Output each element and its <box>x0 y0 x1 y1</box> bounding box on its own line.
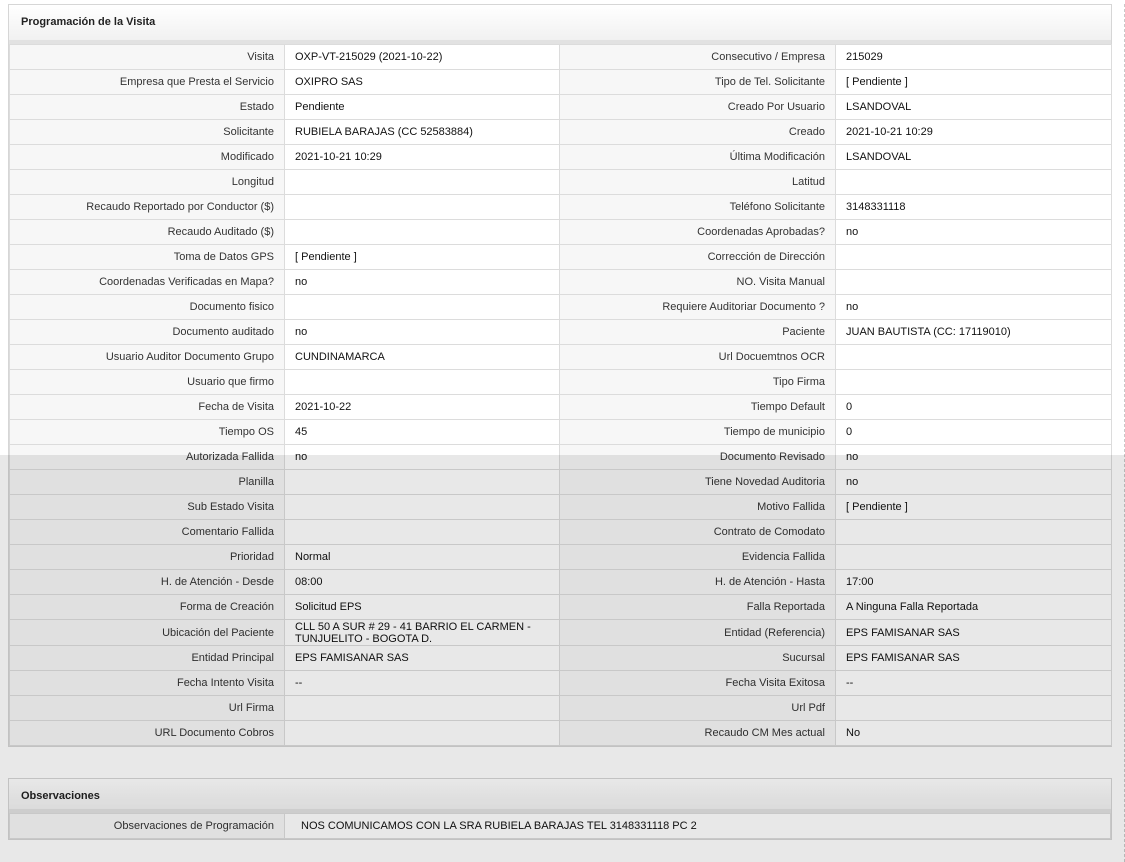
field-value <box>836 696 1112 721</box>
field-label: URL Documento Cobros <box>10 721 285 746</box>
field-label: Consecutivo / Empresa <box>560 45 836 70</box>
field-value <box>285 495 560 520</box>
detail-row <box>10 195 1112 220</box>
field-value: no <box>836 470 1112 495</box>
detail-row <box>10 395 1112 420</box>
field-label: Url Docuemtnos OCR <box>560 345 836 370</box>
field-label: Documento auditado <box>10 320 285 345</box>
detail-row <box>10 545 1112 570</box>
field-value: 0 <box>836 420 1112 445</box>
field-label: Ubicación del Paciente <box>10 620 285 646</box>
field-label: Entidad Principal <box>10 646 285 671</box>
field-value <box>285 696 560 721</box>
observations-row <box>10 814 1111 839</box>
detail-row <box>10 646 1112 671</box>
field-label: Motivo Fallida <box>560 495 836 520</box>
field-label: H. de Atención - Hasta <box>560 570 836 595</box>
field-value: no <box>285 320 560 345</box>
field-value <box>285 520 560 545</box>
detail-row <box>10 696 1112 721</box>
field-value: [ Pendiente ] <box>836 495 1112 520</box>
field-value: -- <box>285 671 560 696</box>
detail-row <box>10 245 1112 270</box>
field-value <box>836 520 1112 545</box>
field-label: Autorizada Fallida <box>10 445 285 470</box>
field-label: Empresa que Presta el Servicio <box>10 70 285 95</box>
detail-row <box>10 345 1112 370</box>
field-label: Comentario Fallida <box>10 520 285 545</box>
field-label: Recaudo Auditado ($) <box>10 220 285 245</box>
field-value: Normal <box>285 545 560 570</box>
field-label: Usuario Auditor Documento Grupo <box>10 345 285 370</box>
field-label: Estado <box>10 95 285 120</box>
field-label: Documento Revisado <box>560 445 836 470</box>
field-label: NO. Visita Manual <box>560 270 836 295</box>
field-label: Entidad (Referencia) <box>560 620 836 646</box>
detail-row <box>10 320 1112 345</box>
field-value <box>836 345 1112 370</box>
field-value <box>285 295 560 320</box>
detail-row <box>10 721 1112 746</box>
field-value: 215029 <box>836 45 1112 70</box>
field-value <box>836 245 1112 270</box>
field-label: Solicitante <box>10 120 285 145</box>
field-value <box>836 170 1112 195</box>
detail-row <box>10 570 1112 595</box>
field-label: Prioridad <box>10 545 285 570</box>
field-value: EPS FAMISANAR SAS <box>836 620 1112 646</box>
field-label: Coordenadas Verificadas en Mapa? <box>10 270 285 295</box>
detail-row <box>10 270 1112 295</box>
field-value: Pendiente <box>285 95 560 120</box>
field-label: H. de Atención - Desde <box>10 570 285 595</box>
detail-row <box>10 520 1112 545</box>
field-label: Evidencia Fallida <box>560 545 836 570</box>
observations-table <box>9 813 1111 839</box>
field-value <box>285 195 560 220</box>
observations-title: Observaciones <box>9 779 1111 813</box>
detail-row <box>10 295 1112 320</box>
field-label: Documento fisico <box>10 295 285 320</box>
field-value: LSANDOVAL <box>836 145 1112 170</box>
field-value: 2021-10-21 10:29 <box>836 120 1112 145</box>
field-label: Recaudo Reportado por Conductor ($) <box>10 195 285 220</box>
field-label: Fecha de Visita <box>10 395 285 420</box>
detail-row <box>10 495 1112 520</box>
field-value: [ Pendiente ] <box>285 245 560 270</box>
field-value <box>285 170 560 195</box>
field-value: RUBIELA BARAJAS (CC 52583884) <box>285 120 560 145</box>
field-label: Sub Estado Visita <box>10 495 285 520</box>
field-label: Usuario que firmo <box>10 370 285 395</box>
detail-row <box>10 445 1112 470</box>
field-label: Recaudo CM Mes actual <box>560 721 836 746</box>
detail-row <box>10 170 1112 195</box>
observations-value: NOS COMUNICAMOS CON LA SRA RUBIELA BARAJAS TEL 3148331118 PC 2 <box>285 814 1111 839</box>
field-value: no <box>836 295 1112 320</box>
field-value: -- <box>836 671 1112 696</box>
detail-row <box>10 595 1112 620</box>
field-value: 0 <box>836 395 1112 420</box>
field-label: Contrato de Comodato <box>560 520 836 545</box>
field-label: Toma de Datos GPS <box>10 245 285 270</box>
detail-row <box>10 370 1112 395</box>
field-label: Fecha Intento Visita <box>10 671 285 696</box>
field-value <box>836 370 1112 395</box>
field-label: Corrección de Dirección <box>560 245 836 270</box>
field-value: no <box>836 445 1112 470</box>
field-value: CLL 50 A SUR # 29 - 41 BARRIO EL CARMEN - TUNJUELITO - BOGOTA D. <box>285 620 560 646</box>
field-value: No <box>836 721 1112 746</box>
field-value <box>285 721 560 746</box>
field-value: OXP-VT-215029 (2021-10-22) <box>285 45 560 70</box>
field-label: Fecha Visita Exitosa <box>560 671 836 696</box>
observations-label: Observaciones de Programación <box>10 814 285 839</box>
field-value <box>285 370 560 395</box>
field-value: no <box>836 220 1112 245</box>
field-label: Requiere Auditoriar Documento ? <box>560 295 836 320</box>
field-label: Tipo de Tel. Solicitante <box>560 70 836 95</box>
field-value <box>836 545 1112 570</box>
field-value: 3148331118 <box>836 195 1112 220</box>
detail-row <box>10 120 1112 145</box>
field-label: Latitud <box>560 170 836 195</box>
field-value: 17:00 <box>836 570 1112 595</box>
visit-details-table <box>9 44 1112 746</box>
field-label: Tiempo de municipio <box>560 420 836 445</box>
field-value: EPS FAMISANAR SAS <box>285 646 560 671</box>
detail-row <box>10 70 1112 95</box>
detail-row <box>10 145 1112 170</box>
field-label: Tiene Novedad Auditoria <box>560 470 836 495</box>
field-label: Tipo Firma <box>560 370 836 395</box>
field-label: Tiempo OS <box>10 420 285 445</box>
field-value: [ Pendiente ] <box>836 70 1112 95</box>
field-label: Longitud <box>10 170 285 195</box>
visit-schedule-panel <box>8 4 1112 747</box>
detail-row <box>10 620 1112 646</box>
field-value: no <box>285 270 560 295</box>
field-value: A Ninguna Falla Reportada <box>836 595 1112 620</box>
field-label: Última Modificación <box>560 145 836 170</box>
detail-row <box>10 420 1112 445</box>
field-label: Sucursal <box>560 646 836 671</box>
detail-row <box>10 671 1112 696</box>
field-label: Url Firma <box>10 696 285 721</box>
field-label: Creado <box>560 120 836 145</box>
field-label: Visita <box>10 45 285 70</box>
field-value: 2021-10-22 <box>285 395 560 420</box>
field-value: no <box>285 445 560 470</box>
field-value: 2021-10-21 10:29 <box>285 145 560 170</box>
detail-row <box>10 470 1112 495</box>
field-value: EPS FAMISANAR SAS <box>836 646 1112 671</box>
field-label: Tiempo Default <box>560 395 836 420</box>
field-label: Url Pdf <box>560 696 836 721</box>
detail-row <box>10 45 1112 70</box>
field-value: OXIPRO SAS <box>285 70 560 95</box>
observations-panel <box>8 778 1112 840</box>
field-value <box>285 220 560 245</box>
field-label: Modificado <box>10 145 285 170</box>
field-label: Teléfono Solicitante <box>560 195 836 220</box>
field-value: JUAN BAUTISTA (CC: 17119010) <box>836 320 1112 345</box>
field-label: Falla Reportada <box>560 595 836 620</box>
field-label: Planilla <box>10 470 285 495</box>
field-label: Coordenadas Aprobadas? <box>560 220 836 245</box>
field-value <box>285 470 560 495</box>
field-value <box>836 270 1112 295</box>
field-value: 45 <box>285 420 560 445</box>
field-value: CUNDINAMARCA <box>285 345 560 370</box>
field-value: Solicitud EPS <box>285 595 560 620</box>
field-value: LSANDOVAL <box>836 95 1112 120</box>
field-label: Paciente <box>560 320 836 345</box>
field-label: Creado Por Usuario <box>560 95 836 120</box>
detail-row <box>10 220 1112 245</box>
field-label: Forma de Creación <box>10 595 285 620</box>
section-title: Programación de la Visita <box>9 5 1111 44</box>
field-value: 08:00 <box>285 570 560 595</box>
detail-row <box>10 95 1112 120</box>
